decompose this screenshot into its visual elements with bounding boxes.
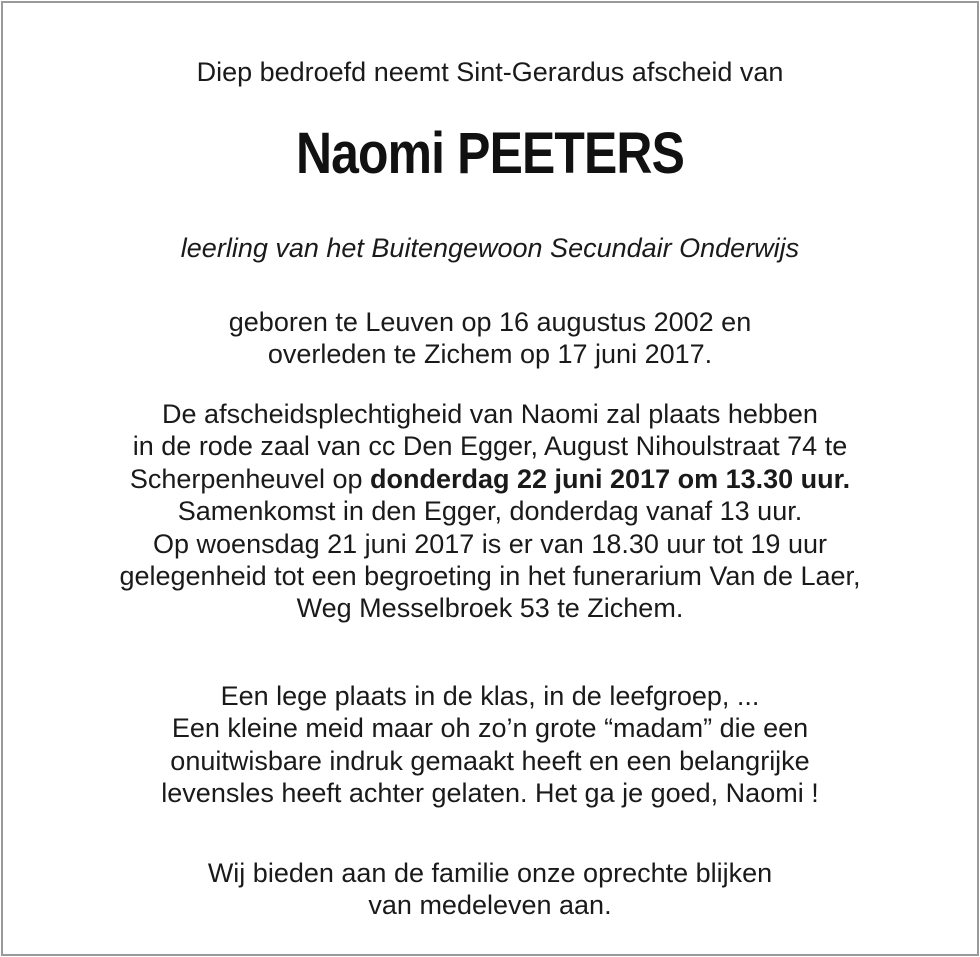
visitation-line: gelegenheid tot een begroeting in het funerarium Van de Laer, <box>119 561 861 592</box>
birth-line: geboren te Leuven op 16 augustus 2002 en <box>228 307 752 337</box>
intro-text: Diep bedroefd neemt Sint-Gerardus afscheid van <box>196 57 784 87</box>
funeral-line: De afscheidsplechtigheid van Naomi zal plaats hebben <box>162 399 818 429</box>
funeral-line: in de rode zaal van cc Den Egger, August Nihoulstraat 74 te <box>132 431 848 462</box>
deceased-name: Naomi PEETERS <box>296 121 684 186</box>
tribute-line: levensles heeft achter gelaten. Het ga je goed, Naomi ! <box>161 778 819 809</box>
death-line: overleden te Zichem op 17 juni 2017. <box>267 339 713 370</box>
visitation-address: Weg Messelbroek 53 te Zichem. <box>296 593 684 624</box>
tribute-line: Een kleine meid maar oh zo’n grote “madam” die een <box>171 713 809 744</box>
gathering-line: Samenkomst in den Egger, donderdag vanaf 13 uur. <box>177 496 803 527</box>
tribute-line: onuitwisbare indruk gemaakt heeft en een belangrijke <box>170 745 810 776</box>
visitation-line: Op woensdag 21 juni 2017 is er van 18.30 uur tot 19 uur <box>153 528 827 559</box>
tribute-paragraph <box>0 680 980 810</box>
tribute-line: Een lege plaats in de klas, in de leefgroep, ... <box>220 681 760 711</box>
condolence-paragraph <box>0 857 980 922</box>
funeral-place: Scherpenheuvel op <box>129 463 370 494</box>
funeral-paragraph <box>0 398 980 625</box>
condolence-line: Wij bieden aan de familie onze oprechte blijken <box>207 858 773 888</box>
funeral-date-time: donderdag 22 juni 2017 om 13.30 uur. <box>370 463 851 494</box>
condolence-line: van medeleven aan. <box>368 890 612 921</box>
funeral-date-line <box>0 463 980 495</box>
birth-death-paragraph <box>0 306 980 371</box>
role-text: leerling van het Buitengewoon Secundair Onderwijs <box>180 233 800 263</box>
